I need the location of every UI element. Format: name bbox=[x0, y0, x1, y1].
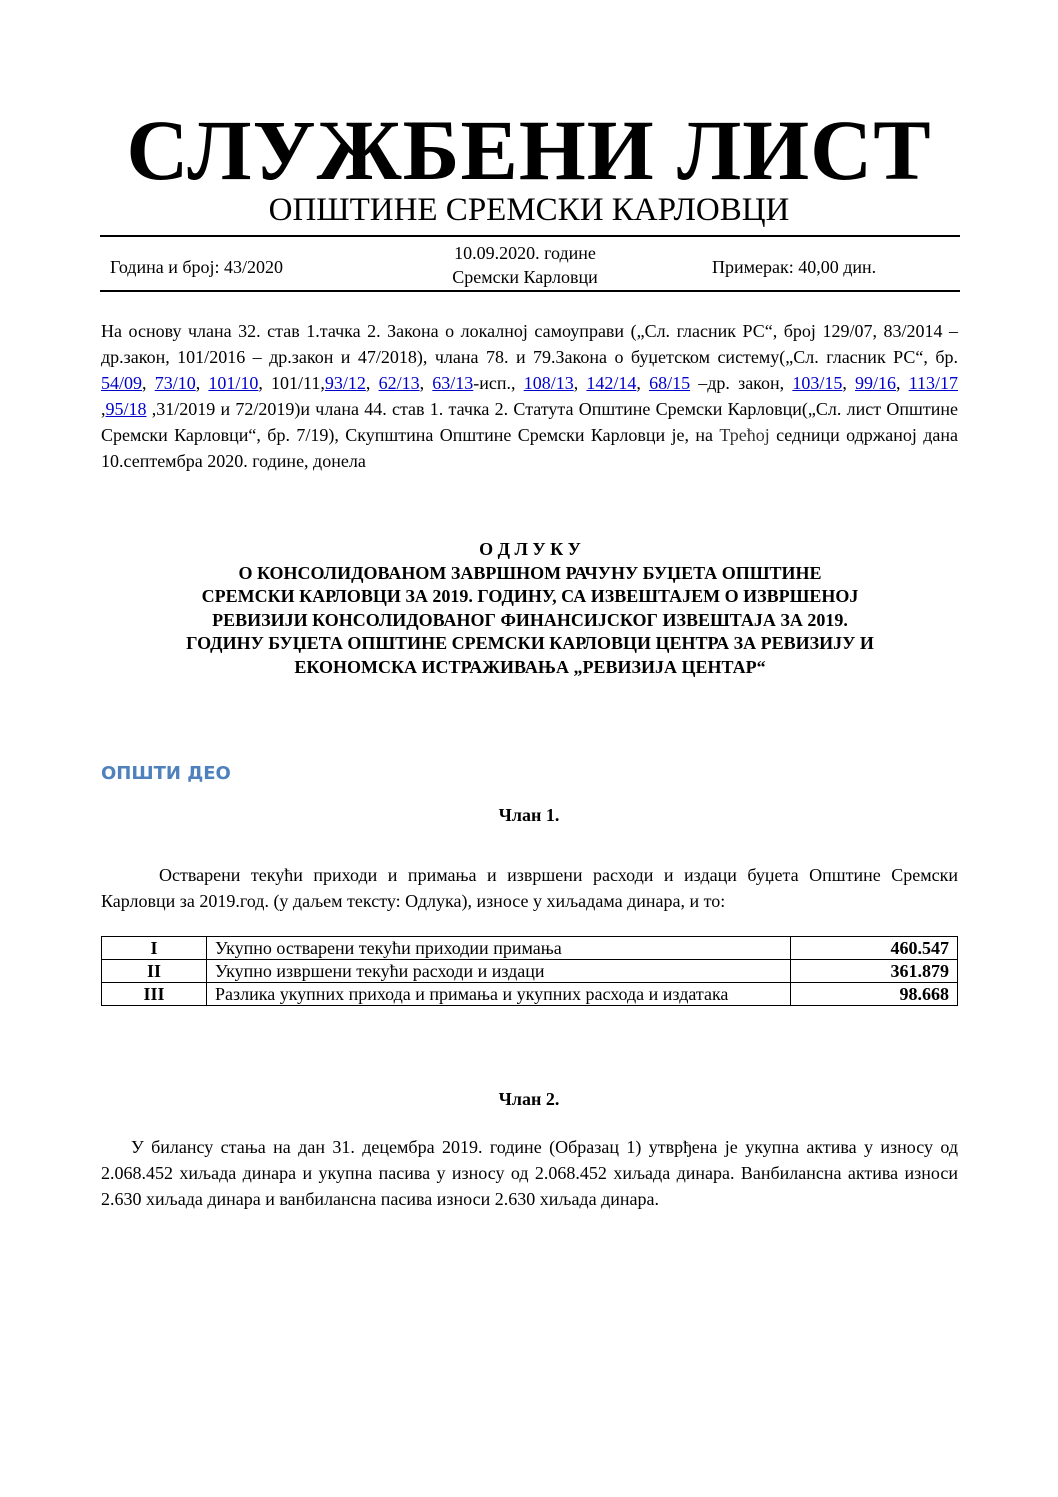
article-2-title: Члан 2. bbox=[498, 1089, 560, 1109]
law-ref-link[interactable]: 108/13 bbox=[523, 373, 574, 393]
session-name: Трећој bbox=[719, 425, 770, 445]
header-rule-top bbox=[100, 235, 960, 237]
decision-title-line: О КОНСОЛИДОВАНОМ ЗАВРШНОМ РАЧУНУ БУЏЕТА ОПШТИНЕ bbox=[238, 562, 822, 583]
preamble-text-1: На основу члана 32. став 1.тачка 2. Закона о локалној самоуправи („Сл. гласник РС“, број 129/07, 83/2014 – др.закон, 101/2016 – др.закон и 47/2018), члана 78. и 79.Закона о буџетском систему(„Сл. гласник РС“, бр. bbox=[101, 321, 958, 367]
law-ref-link[interactable]: 93/12 bbox=[324, 373, 366, 393]
section-heading: ОПШТИ ДЕО bbox=[101, 763, 231, 784]
summary-table bbox=[101, 936, 958, 1006]
row-description: Укупно извршени текући расходи и издаци bbox=[207, 960, 791, 983]
row-number: III bbox=[102, 983, 207, 1006]
table-row bbox=[102, 983, 958, 1006]
decision-title-line: СРЕМСКИ КАРЛОВЦИ ЗА 2019. ГОДИНУ, СА ИЗВЕШТАЈЕМ О ИЗВРШЕНОЈ bbox=[201, 586, 859, 606]
issue-number: Година и број: 43/2020 bbox=[110, 257, 284, 277]
issue-price: Примерак: 40,00 дин. bbox=[712, 257, 877, 277]
issue-date: 10.09.2020. године bbox=[454, 243, 596, 263]
article-2-text: У билансу стања на дан 31. децембра 2019. године (Образац 1) утврђена је укупна актива у износу од 2.068.452 хиљада динара и укупна пасива у износу од 2.068.452 хиљада динара. Ванбилансна актива износи 2.630 хиљада динара и ванбилансна пасива износи 2.630 хиљада динара. bbox=[101, 1137, 958, 1209]
law-ref-link[interactable]: 62/13 bbox=[378, 373, 420, 393]
row-description: Укупно остварени текући приходии примања bbox=[207, 937, 791, 960]
decision-title-line: О Д Л У К У bbox=[479, 539, 581, 559]
gazette-title: СЛУЖБЕНИ ЛИСТ bbox=[126, 102, 932, 198]
law-ref-link[interactable]: 113/17 bbox=[908, 373, 959, 393]
row-number: II bbox=[102, 960, 207, 983]
law-ref-link[interactable]: 99/16 bbox=[855, 373, 897, 393]
row-value: 361.879 bbox=[791, 960, 958, 983]
row-description: Разлика укупних прихода и примања и укупних расхода и издатака bbox=[207, 983, 791, 1006]
preamble-text-6: седници одржаној дана 10.септембра 2020. године, донела bbox=[101, 425, 958, 471]
table-row bbox=[102, 937, 958, 960]
preamble-text-2: 101/11, bbox=[262, 373, 325, 393]
decision-title-line: ГОДИНУ БУЏЕТА ОПШТИНЕ СРЕМСКИ КАРЛОВЦИ ЦЕНТРА ЗА РЕВИЗИЈУ И bbox=[186, 633, 874, 653]
issue-place: Сремски Карловци bbox=[452, 267, 598, 287]
law-ref-link[interactable]: 68/15 bbox=[649, 373, 691, 393]
gazette-subtitle: ОПШТИНЕ СРЕМСКИ КАРЛОВЦИ bbox=[268, 192, 790, 228]
decision-title-line: ЕКОНОМСКА ИСТРАЖИВАЊА „РЕВИЗИЈА ЦЕНТАР“ bbox=[294, 656, 766, 677]
law-ref-link[interactable]: 142/14 bbox=[586, 373, 637, 393]
law-ref-link[interactable]: 63/13 bbox=[432, 373, 474, 393]
row-number: I bbox=[102, 937, 207, 960]
preamble-text-3: -исп., bbox=[473, 373, 524, 393]
issue-date-place bbox=[400, 241, 650, 289]
row-value: 460.547 bbox=[791, 937, 958, 960]
header-rule-bottom bbox=[100, 290, 960, 292]
decision-title bbox=[90, 538, 970, 679]
row-value: 98.668 bbox=[791, 983, 958, 1006]
law-ref-link[interactable]: 103/15 bbox=[792, 373, 843, 393]
law-ref-link[interactable]: 101/10 bbox=[208, 373, 259, 393]
decision-title-line: РЕВИЗИЈИ КОНСОЛИДОВАНОГ ФИНАНСИЈСКОГ ИЗВЕШТАЈА ЗА 2019. bbox=[212, 609, 848, 630]
law-ref-link[interactable]: 54/09 bbox=[101, 373, 143, 393]
preamble-text-4: –др. закон, bbox=[690, 373, 793, 393]
table-row bbox=[102, 960, 958, 983]
law-ref-link[interactable]: 73/10 bbox=[154, 373, 196, 393]
preamble-text-5: ,31/2019 и 72/2019)и члана 44. став 1. тачка 2. Статута Општине Сремски Карловци(„Сл. лист Општине Сремски Карловци“, бр. 7/19), Скупштина Општине Сремски Карловци је, на bbox=[101, 399, 958, 445]
preamble-paragraph: На основу члана 32. став 1.тачка 2. Закона о локалној самоуправи („Сл. гласник РС“, број 129/07, 83/2014 – др.закон, 101/2016 – др.закон и 47/2018), члана 78. и 79.Закона о буџетском систему(„Сл. гласник РС“, бр. 54/09, 73/10, 101/10, 101/11,93/12, 62/13, 63/13-исп., 108/13, 142/14, 68/15 –др. закон, 103/15, 99/16, 113/17 ,95/18 ,31/2019 и 72/2019)и члана 44. став 1. тачка 2. Статута Општине Сремски Карловци(„Сл. лист Општине Сремски Карловци“, бр. 7/19), Скупштина Општине Сремски Карловци је, на Трећој седници одржаној дана 10.септембра 2020. године, донела bbox=[101, 321, 959, 471]
article-1-title: Члан 1. bbox=[498, 805, 560, 825]
article-1-text: Остварени текући приходи и примања и извршени расходи и издаци буџета Општине Сремски Карловци за 2019.год. (у даљем тексту: Одлука), износе у хиљадама динара, и то: bbox=[101, 865, 958, 911]
law-ref-link[interactable]: 95/18 bbox=[105, 399, 147, 419]
